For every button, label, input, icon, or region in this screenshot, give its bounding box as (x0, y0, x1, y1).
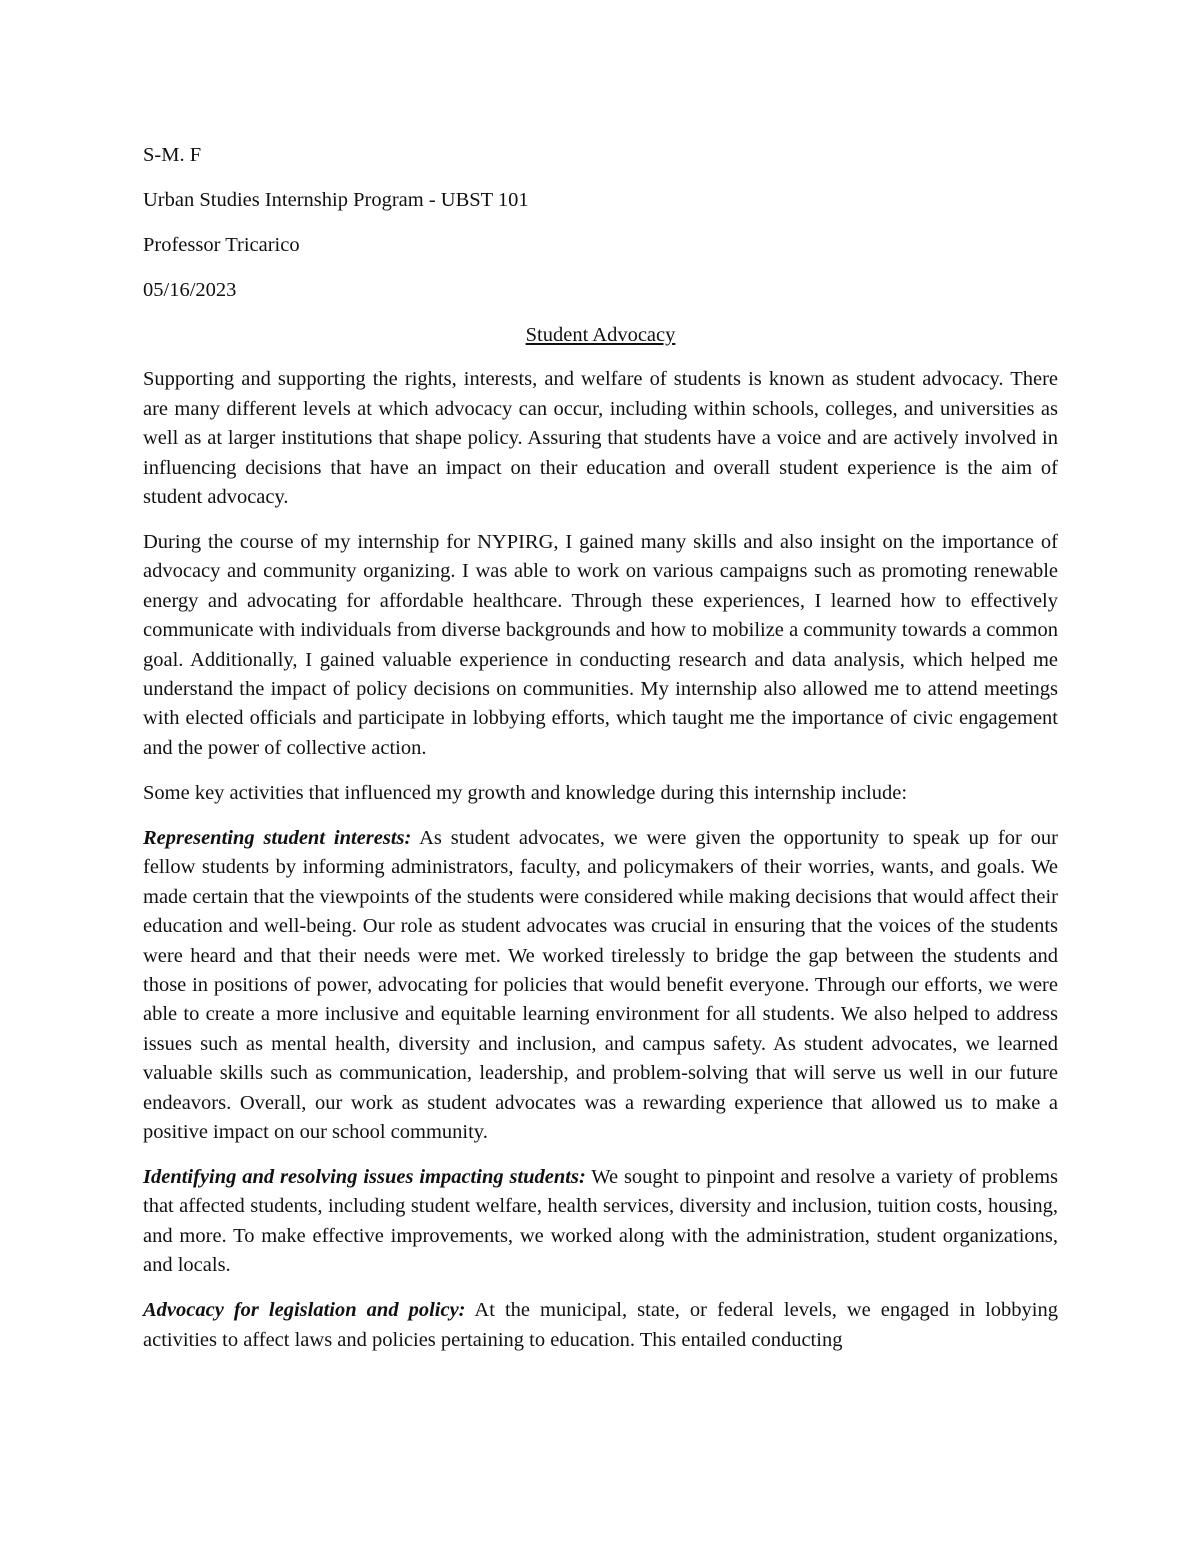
activity-text: We sought to pinpoint and resolve a variety of problems that affected students, including student welfare, health services, diversity and inclusion, tuition costs, housing, and more. To make effective improvements, we worked along with the administration, student organizations, and locals. (143, 1165, 1058, 1277)
activity-legislation (143, 1296, 1058, 1355)
activity-text: As student advocates, we were given the opportunity to speak up for our fellow students by informing administrators, faculty, and policymakers of their worries, wants, and goals. We made certain that the viewpoints of the students were considered while making decisions that would affect their education and well-being. Our role as student advocates was crucial in ensuring that the voices of the students were heard and that their needs were met. We worked tirelessly to bridge the gap between the students and those in positions of power, advocating for policies that would benefit everyone. Through our efforts, we were able to create a more inclusive and equitable learning environment for all students. We also helped to address issues such as mental health, diversity and inclusion, and campus safety. As student advocates, we learned valuable skills such as communication, leadership, and problem-solving that will serve us well in our future endeavors. Overall, our work as student advocates was a rewarding experience that allowed us to make a positive impact on our school community. (143, 826, 1059, 1143)
paragraph-definition: Supporting and supporting the rights, interests, and welfare of students is known as student advocacy. There are many different levels at which advocacy can occur, including within schools, colleges, and universities as well as at larger institutions that shape policy. Assuring that students have a voice and are actively involved in influencing decisions that have an impact on their education and overall student experience is the aim of student advocacy. (143, 368, 1058, 509)
activity-representing (143, 824, 1058, 1147)
paragraph-internship: During the course of my internship for NYPIRG, I gained many skills and also insight on the importance of advocacy and community organizing. I was able to work on various campaigns such as promoting renewable energy and advocating for affordable healthcare. Through these experiences, I learned how to effectively communicate with individuals from diverse backgrounds and how to mobilize a community towards a common goal. Additionally, I gained valuable experience in conducting research and data analysis, which helped me understand the impact of policy decisions on communities. My internship also allowed me to attend meetings with elected officials and participate in lobbying efforts, which taught me the importance of civic engagement and the power of collective action. (143, 531, 1058, 759)
activity-identifying (143, 1163, 1058, 1281)
document-page (143, 141, 1058, 1371)
activity-heading: Representing student interests: (143, 826, 412, 849)
document-date: 05/16/2023 (143, 279, 237, 301)
author-name: S-M. F (143, 144, 202, 166)
activity-text: At the municipal, state, or federal levels, we engaged in lobbying activities to affect laws and policies pertaining to education. This entailed conducting (143, 1299, 1058, 1351)
professor-name: Professor Tricarico (143, 234, 300, 256)
course-name: Urban Studies Internship Program - UBST 101 (143, 189, 529, 211)
activity-heading: Identifying and resolving issues impacting students: (143, 1165, 586, 1188)
document-title: Student Advocacy (525, 324, 676, 346)
activity-heading: Advocacy for legislation and policy: (143, 1299, 466, 1322)
activities-intro: Some key activities that influenced my growth and knowledge during this internship include: (143, 781, 908, 804)
